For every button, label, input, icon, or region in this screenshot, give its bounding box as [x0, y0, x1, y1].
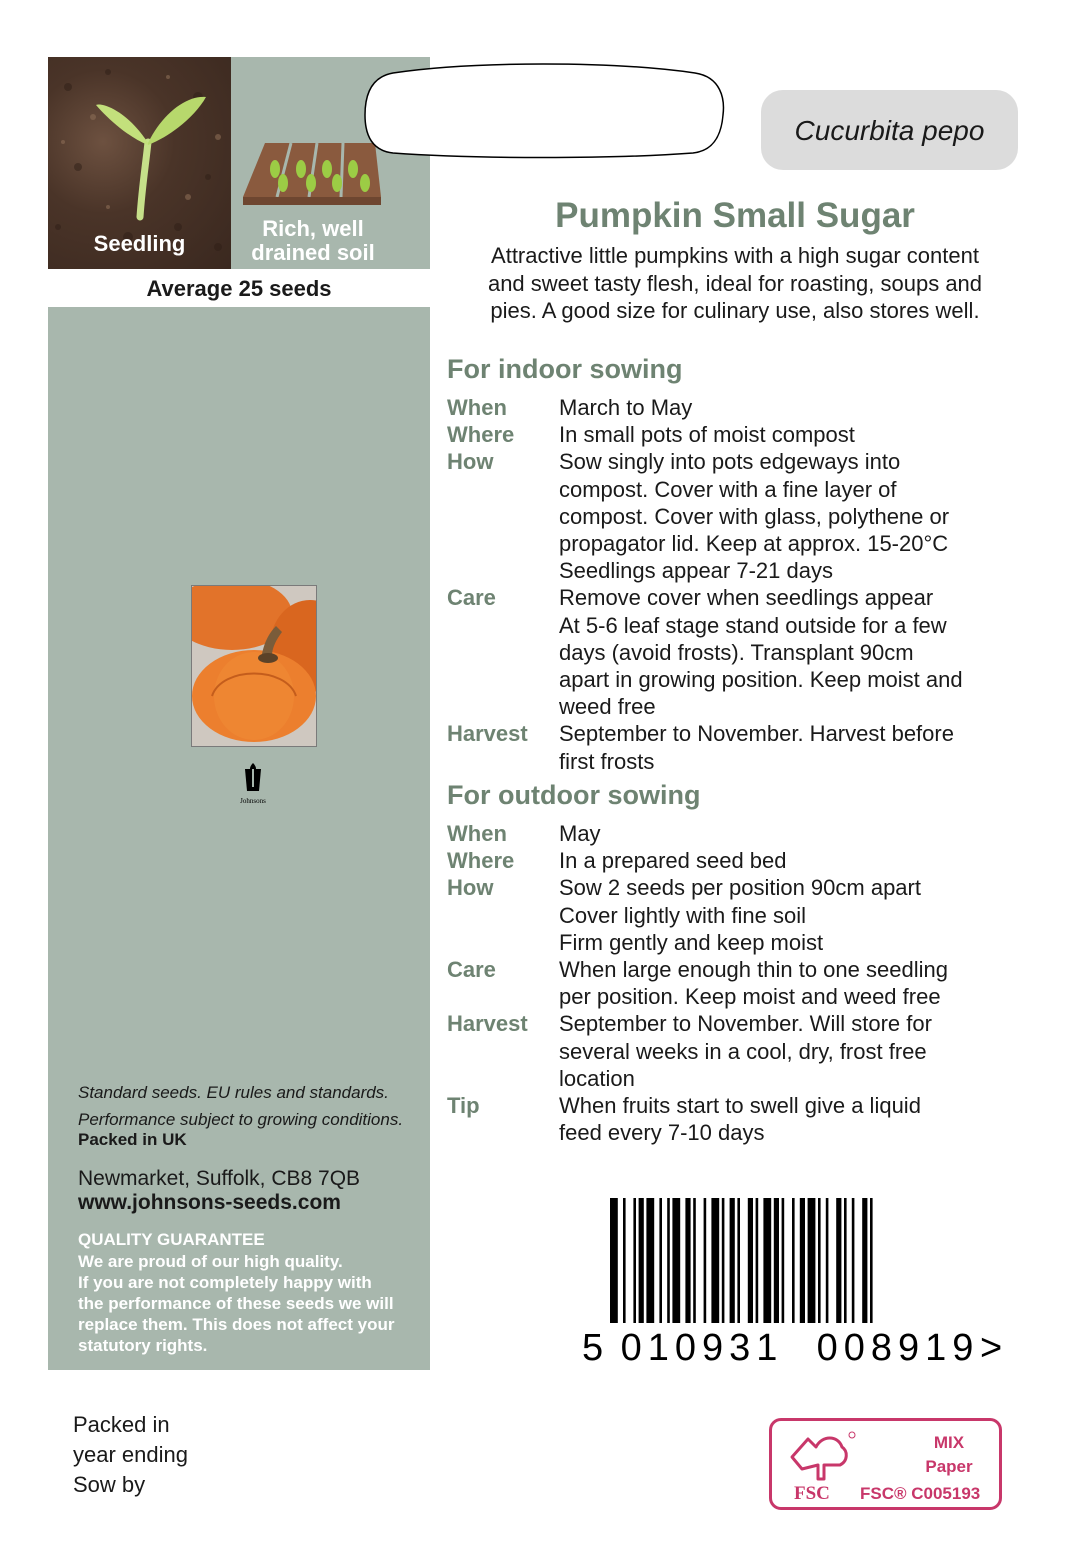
barcode-bar: [836, 1198, 841, 1323]
barcode-bar: [693, 1198, 696, 1323]
barcode-bar: [748, 1198, 753, 1323]
address: Newmarket, Suffolk, CB8 7QB: [78, 1167, 361, 1190]
barcode-bar: [763, 1198, 771, 1323]
row-value: per position. Keep moist and weed free: [559, 984, 941, 1010]
barcode: [570, 1198, 1010, 1368]
indoor-row-harvest: [447, 720, 1027, 774]
pumpkin-photo: [191, 585, 317, 747]
row-value: When large enough thin to one seedling: [559, 957, 948, 983]
fsc-logo-text: FSC: [794, 1483, 830, 1504]
barcode-bar: [659, 1198, 662, 1323]
outdoor-row-where: [447, 847, 1027, 874]
barcode-bar: [639, 1198, 644, 1323]
barcode-group-2: 008919: [816, 1327, 980, 1368]
row-value: compost. Cover with a fine layer of: [559, 476, 897, 502]
barcode-bar: [800, 1198, 805, 1323]
row-value: several weeks in a cool, dry, frost free: [559, 1038, 927, 1064]
row-key: Harvest: [447, 721, 528, 747]
standard-line-2: Performance subject to growing conditions.: [78, 1110, 404, 1129]
intro-line: and sweet tasty flesh, ideal for roasting, soups and: [487, 270, 983, 296]
barcode-bar: [862, 1198, 867, 1323]
outdoor-row-tip: [447, 1092, 1027, 1146]
fsc-paper: Paper: [925, 1457, 973, 1476]
standard-text: [78, 1079, 428, 1133]
barcode-bar: [711, 1198, 719, 1323]
quality-line: We are proud of our high quality.: [78, 1252, 343, 1271]
indoor-instructions: [447, 394, 1027, 775]
packed-in-uk: Packed in UK: [78, 1130, 187, 1149]
intro-line: pies. A good size for culinary use, also stores well.: [490, 298, 980, 323]
row-value: September to November. Harvest before: [559, 721, 954, 747]
quality-line: the performance of these seeds we will: [78, 1294, 394, 1313]
outdoor-row-harvest: [447, 1010, 1027, 1092]
label-window: [363, 59, 723, 159]
average-seeds: Average 25 seeds: [48, 269, 430, 307]
product-description: [455, 242, 1015, 325]
row-value: March to May: [559, 395, 693, 420]
intro-line: Attractive little pumpkins with a high sugar content: [491, 243, 979, 268]
barcode-bar: [623, 1198, 626, 1323]
left-panel: [48, 57, 430, 1370]
outdoor-row-care: [447, 956, 1027, 1010]
seedling-label: Seedling: [93, 231, 186, 256]
barcode-bar: [774, 1198, 779, 1323]
quality-line: If you are not completely happy with: [78, 1273, 372, 1292]
row-key: Care: [447, 585, 496, 611]
quality-line: replace them. This does not affect your: [78, 1315, 395, 1334]
row-value: location: [559, 1065, 635, 1091]
latin-name: Cucurbita pepo: [761, 90, 1018, 170]
barcode-bar: [704, 1198, 707, 1323]
row-value: Sow 2 seeds per position 90cm apart: [559, 875, 921, 901]
barcode-bar: [667, 1198, 670, 1323]
row-key: When: [447, 821, 507, 846]
row-value: compost. Cover with glass, polythene or: [559, 503, 950, 529]
website-link[interactable]: www.johnsons-seeds.com: [78, 1191, 341, 1214]
barcode-bar: [756, 1198, 759, 1323]
row-value: feed every 7-10 days: [559, 1120, 765, 1146]
barcode-bar: [782, 1198, 785, 1323]
year-ending-line: year ending: [73, 1442, 188, 1467]
row-value: When fruits start to swell give a liquid: [559, 1093, 921, 1119]
product-title: Pumpkin Small Sugar: [555, 196, 915, 235]
barcode-bar: [792, 1198, 795, 1323]
outdoor-heading: For outdoor sowing: [447, 780, 701, 810]
row-value: May: [559, 821, 601, 846]
barcode-bar: [646, 1198, 654, 1323]
quality-guarantee-title: QUALITY GUARANTEE: [78, 1230, 265, 1249]
seedling-photo: [48, 57, 231, 269]
row-key: Where: [447, 422, 515, 448]
barcode-arrow: >: [980, 1327, 1003, 1368]
indoor-row-where: [447, 421, 1027, 448]
row-key: Tip: [447, 1093, 480, 1119]
row-value: propagator lid. Keep at approx. 15-20°C: [559, 531, 949, 557]
row-key: How: [447, 449, 494, 475]
johnsons-logo: [233, 761, 273, 807]
packed-in-box: [73, 1410, 188, 1500]
fsc-badge: [769, 1418, 1002, 1510]
row-value: Remove cover when seedlings appear: [559, 585, 934, 611]
barcode-bar: [808, 1198, 816, 1323]
soil-label-line2: drained soil: [251, 240, 375, 265]
row-key: When: [447, 395, 507, 420]
row-value: September to November. Will store for: [559, 1011, 932, 1037]
quality-guarantee-text: [78, 1251, 428, 1356]
barcode-group-1: 010931: [620, 1327, 784, 1368]
row-value: At 5-6 leaf stage stand outside for a few: [559, 612, 947, 638]
row-value: days (avoid frosts). Transplant 90cm: [559, 639, 914, 665]
barcode-bar: [610, 1198, 618, 1323]
indoor-row-how: [447, 448, 1027, 584]
barcode-bar: [672, 1198, 680, 1323]
barcode-bar: [685, 1198, 690, 1323]
barcode-bar: [826, 1198, 829, 1323]
barcode-bar: [633, 1198, 636, 1323]
sow-by-line: Sow by: [73, 1472, 146, 1497]
indoor-heading: For indoor sowing: [447, 354, 683, 384]
row-value: Cover lightly with fine soil: [559, 902, 806, 928]
packed-in-line: Packed in: [73, 1412, 170, 1437]
row-key: How: [447, 875, 494, 901]
row-value: first frosts: [559, 748, 655, 774]
outdoor-instructions: [447, 820, 1027, 1146]
row-value: Sow singly into pots edgeways into: [559, 449, 901, 475]
row-value: Seedlings appear 7-21 days: [559, 558, 833, 584]
barcode-bar: [722, 1198, 725, 1323]
barcode-bar: [844, 1198, 847, 1323]
row-value: weed free: [559, 694, 656, 720]
indoor-row-when: [447, 394, 1027, 421]
fsc-tree-icon: [786, 1429, 856, 1481]
row-key: Harvest: [447, 1011, 528, 1037]
brand-logo-text: Johnsons: [240, 797, 266, 805]
outdoor-row-when: [447, 820, 1027, 847]
soil-label-line1: Rich, well: [262, 216, 364, 241]
fsc-mix: MIX: [933, 1433, 965, 1452]
barcode-bar: [730, 1198, 735, 1323]
barcode-first-digit: 5: [582, 1327, 604, 1368]
indoor-row-care: [447, 584, 1027, 720]
fsc-code: FSC® C005193: [860, 1484, 981, 1503]
row-key: Care: [447, 957, 496, 983]
barcode-bar: [818, 1198, 821, 1323]
barcode-bar: [852, 1198, 855, 1323]
row-key: Where: [447, 848, 515, 874]
row-value: Firm gently and keep moist: [559, 929, 824, 955]
quality-line: statutory rights.: [78, 1336, 208, 1355]
barcode-bar: [737, 1198, 740, 1323]
row-value: apart in growing position. Keep moist and: [559, 667, 963, 693]
barcode-bar: [870, 1198, 873, 1323]
outdoor-row-how: [447, 874, 1027, 956]
row-value: In a prepared seed bed: [559, 848, 787, 874]
row-value: In small pots of moist compost: [559, 422, 855, 448]
standard-line-1: Standard seeds. EU rules and standards.: [78, 1083, 389, 1102]
